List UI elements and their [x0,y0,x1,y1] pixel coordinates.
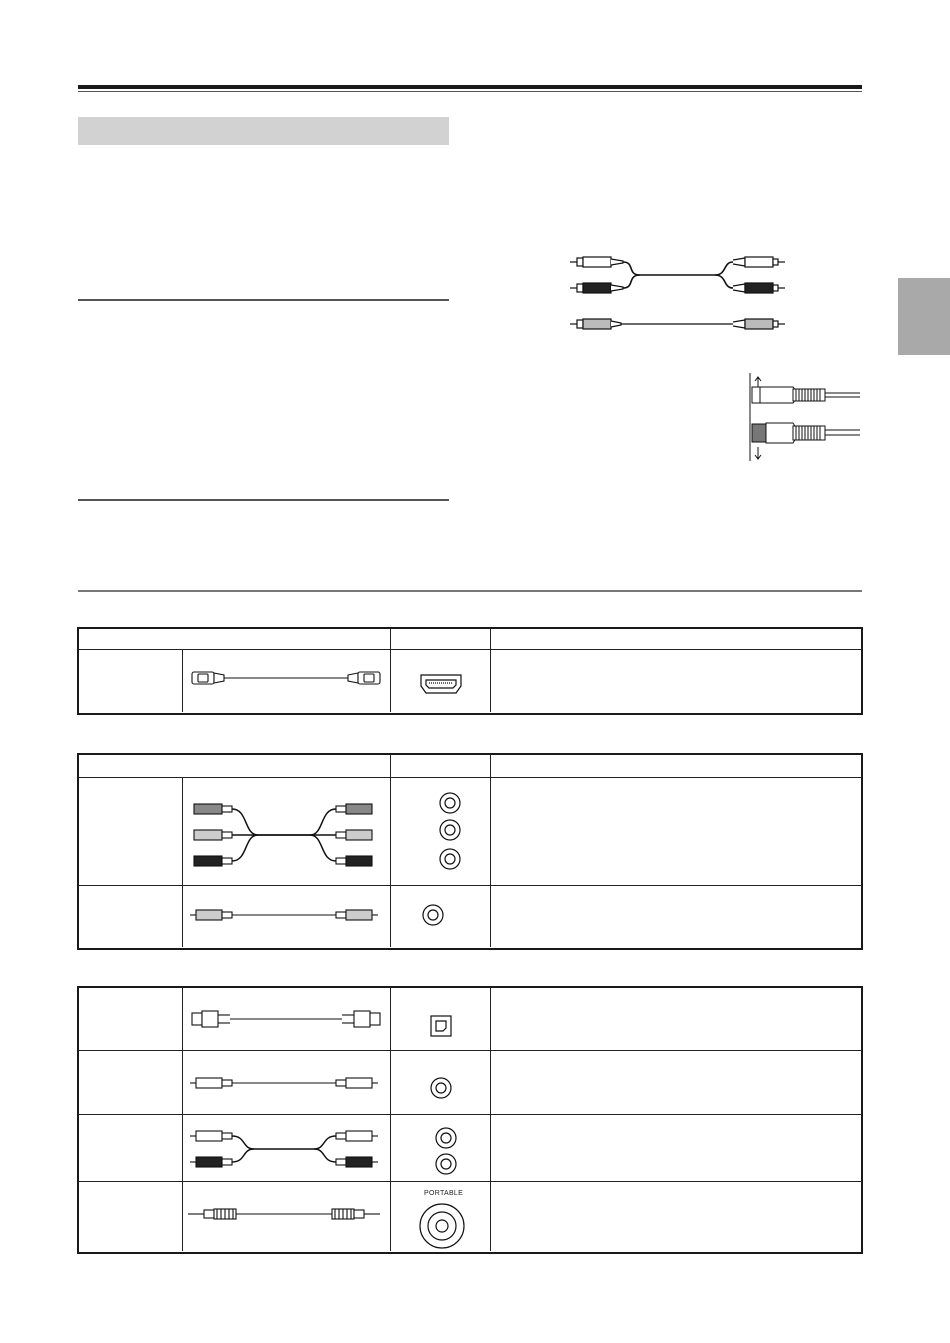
optical-cable-icon [188,1008,384,1030]
table-col-divider [182,778,183,947]
stereo-mini-cable-icon [186,1206,382,1222]
rca-cable-pair-icon [188,1128,380,1170]
subsection-divider-1 [78,299,449,301]
optical-jack-icon [430,1015,452,1037]
rca-jack-icon [434,1152,458,1176]
table-col-divider [182,987,183,1251]
table-col-divider [182,650,183,712]
component-cable-icon [188,800,380,870]
rca-jack-icon [438,791,462,815]
header-rule-thin [78,91,862,92]
rca-cable-pair-icon [565,250,785,335]
hdmi-cable-icon [190,668,382,688]
coaxial-cable-icon [188,1075,380,1091]
table-row-divider [78,1050,862,1051]
table-col-divider [490,628,491,712]
rca-jack-icon [429,1076,453,1100]
subsection-divider-2 [78,499,449,501]
hdmi-jack-icon [420,674,462,694]
section-divider [78,590,862,592]
table-header-divider [78,777,862,778]
table-header-divider [78,649,862,650]
chapter-tab [898,278,950,355]
rca-jack-icon [434,1126,458,1150]
rca-jack-icon [438,847,462,871]
table-col-divider [390,987,391,1251]
rca-plug-diagram-icon [748,373,863,463]
table-col-divider [490,754,491,947]
table-row-divider [78,1181,862,1182]
table-col-divider [390,754,391,947]
table-col-divider [390,628,391,712]
rca-jack-icon [438,818,462,842]
portable-jack-icon [418,1202,466,1250]
table-col-divider [490,987,491,1251]
header-rule-thick [78,85,862,89]
portable-jack-label: PORTABLE [424,1190,464,1197]
section-heading-bar [78,117,449,145]
table-row-divider [78,885,862,886]
rca-jack-icon [421,903,445,927]
rca-cable-single-icon [188,907,380,923]
table-row-divider [78,1114,862,1115]
